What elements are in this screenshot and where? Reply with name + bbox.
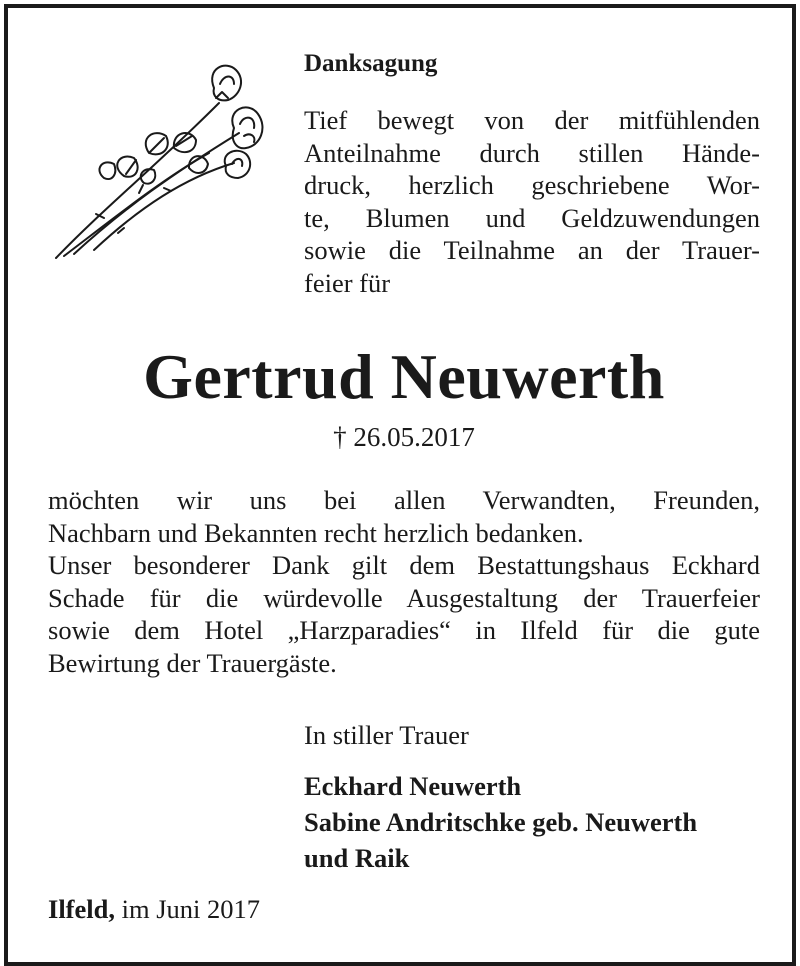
mourner: Eckhard Neuwerth <box>304 771 522 801</box>
death-date: † 26.05.2017 <box>333 422 475 452</box>
body-line: Unser besonderer Dank gilt dem Bestattungshaus Eckhard <box>48 550 760 581</box>
intro-line: druck, herzlich geschriebene Wor- <box>304 170 760 201</box>
heading: Danksagung <box>304 50 438 77</box>
intro-line: Tief bewegt von der mitfühlenden <box>304 105 760 135</box>
intro-line: Anteilnahme durch stillen Hände- <box>304 137 760 168</box>
body-text <box>48 484 760 680</box>
place: Ilfeld, <box>48 894 115 924</box>
roses-icon <box>44 58 274 268</box>
mourner: Sabine Andritschke geb. Neuwerth <box>304 807 698 837</box>
intro-line: feier für <box>304 267 391 298</box>
intro-line: te, Blumen und Geldzuwendungen <box>304 202 760 233</box>
body-line: Bewirtung der Trauergäste. <box>48 647 337 678</box>
intro-line: sowie die Teilnahme an der Trauer- <box>304 235 760 266</box>
obituary-frame <box>4 4 796 966</box>
body-line: möchten wir uns bei allen Verwandten, Freunden, <box>48 485 760 515</box>
date-line: im Juni 2017 <box>121 894 261 924</box>
mourners <box>304 768 697 876</box>
body-line: sowie dem Hotel „Harzparadies“ in Ilfeld für die gute <box>48 615 760 646</box>
closing: In stiller Trauer <box>304 720 469 750</box>
intro-text <box>304 104 760 300</box>
place-date <box>48 894 260 925</box>
deceased-name: Gertrud Neuwerth <box>143 341 665 412</box>
body-line: Schade für die würdevolle Ausgestaltung der Trauerfeier <box>48 582 760 613</box>
mourner: und Raik <box>304 843 410 873</box>
body-line: Nachbarn und Bekannten recht herzlich bedanken. <box>48 517 584 548</box>
